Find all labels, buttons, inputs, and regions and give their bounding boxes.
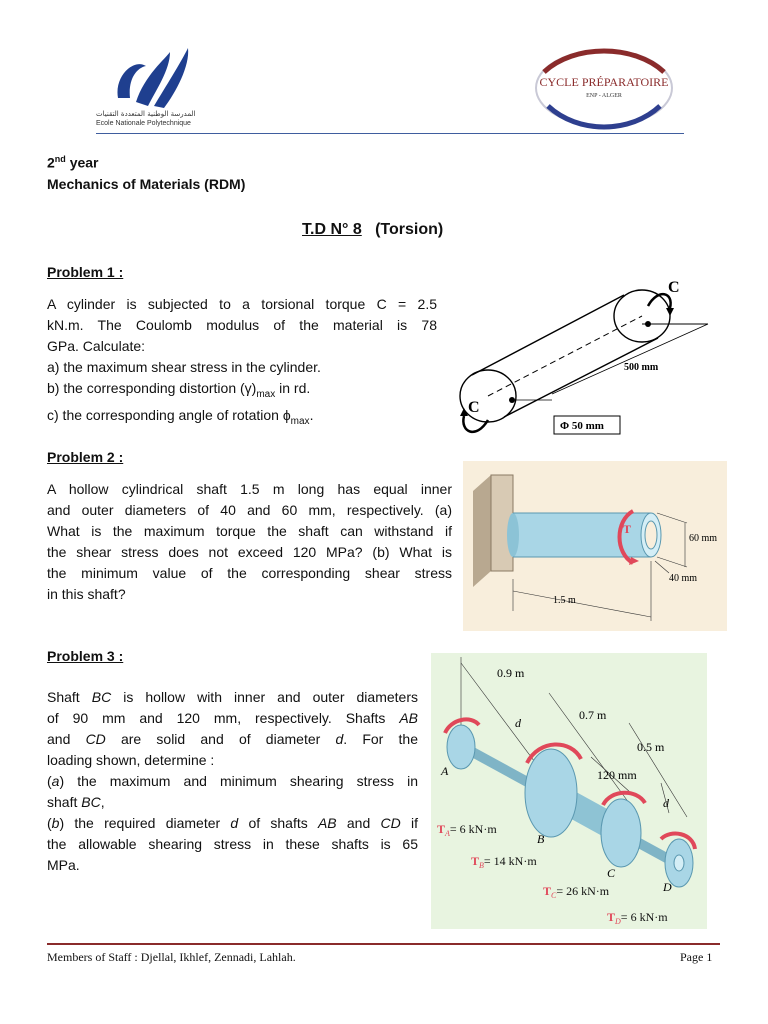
prep-subtitle: ENP - ALGER: [586, 93, 622, 99]
dim-0-5m: 0.5 m: [637, 740, 665, 754]
cycle-preparatoire-logo: [524, 44, 684, 132]
problem2-title: Problem 2 :: [47, 449, 124, 465]
problem2-text: A hollow cylindrical shaft 1.5 m long has equal inner and outer diameters of 40 and 60 mm, respectively. (a) What is the maximum torque the shaft can withstand if the shear stress does not exceed 120 MPa? (b) What is the minimum value of the corresponding shear stress in this shaft?: [47, 481, 452, 602]
torque-t: T: [623, 522, 632, 536]
footer-divider: [47, 943, 720, 945]
torque-td: $T_D= 6$ kN·m: [607, 910, 668, 926]
dim-0-9m: 0.9 m: [497, 666, 525, 680]
label-a: A: [441, 764, 449, 778]
problem1-title: Problem 1 :: [47, 264, 124, 280]
header-divider: [96, 133, 684, 134]
problem3-shaft-assembly-figure: [431, 653, 707, 929]
problem3-title: Problem 3 :: [47, 648, 124, 664]
outer-diameter-label: 60 mm: [689, 533, 718, 544]
label-b: B: [537, 832, 545, 846]
dim-d-upper: d: [515, 716, 521, 730]
inner-diameter-label: 40 mm: [669, 573, 698, 584]
torque-tb: $T_B= 14$ kN·m: [471, 854, 537, 870]
staff-members: Members of Staff : Djellal, Ikhlef, Zennadi, Lahlah.: [47, 950, 296, 964]
shaft-length-label: 1.5 m: [553, 595, 576, 606]
problem3-text: Shaft BC is hollow with inner and outer diameters of 90 mm and 120 mm, respectively. Shafts AB and CD are solid and of diameter d. For the loading shown, determine : (a) the maximum and minimum shearing stress in shaft BC, (b) the required diameter d of shafts AB and CD if the allowable shearing stress in these shafts is 65 MPa.: [47, 689, 418, 873]
problem1-cylinder-figure: [452, 276, 720, 442]
torque-ta: $T_A= 6$ kN·m: [437, 822, 497, 838]
page-number: Page 1: [680, 950, 713, 964]
year-label: 2nd year: [47, 154, 99, 171]
school-arabic-name: المدرسة الوطنية المتعددة التقنيات: [96, 110, 196, 118]
school-name: Ecole Nationale Polytechnique: [96, 120, 191, 127]
length-label: 500 mm: [624, 362, 659, 373]
label-d: D: [663, 880, 672, 894]
td-title: T.D N° 8 (Torsion): [302, 221, 444, 238]
diameter-label: Φ 50 mm: [560, 420, 604, 432]
dim-120mm: 120 mm: [597, 768, 637, 782]
prep-title: CYCLE PRÉPARATOIRE: [539, 75, 669, 89]
course-title: Mechanics of Materials (RDM): [47, 176, 246, 192]
label-c: C: [607, 866, 616, 880]
torque-c-bottom: C: [468, 399, 480, 416]
problem2-hollow-shaft-figure: [463, 461, 727, 631]
dim-0-7m: 0.7 m: [579, 708, 607, 722]
torque-c-top: C: [668, 279, 680, 296]
dim-d-lower: d: [663, 796, 669, 810]
torque-tc: $T_C= 26$ kN·m: [543, 884, 610, 900]
problem1-text: A cylinder is subjected to a torsional torque C = 2.5 kN.m. The Coulomb modulus of the material is 78 GPa. Calculate: a) the maximum shear stress in the cylinder. b) the corresponding distortion $(\gamma)_{max}$ in rd. c) the corresponding angle of rotation $\phi_{max}$.: [47, 296, 437, 427]
